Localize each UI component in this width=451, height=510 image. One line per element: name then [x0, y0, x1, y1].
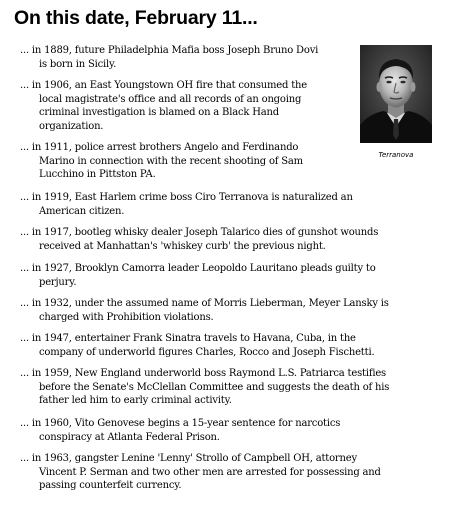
entry-line: charged with Prohibition violations. — [39, 311, 214, 323]
list-item — [20, 226, 378, 253]
entry-line: perjury. — [39, 276, 77, 288]
list-item — [20, 44, 318, 71]
entry-line: received at Manhattan's 'whiskey curb' the previous night. — [39, 240, 326, 252]
entry-line: American citizen. — [39, 205, 125, 217]
entry-line: before the Senate's McClellan Committee and suggests the death of his — [39, 381, 390, 393]
page-title: On this date, February 11... — [14, 7, 258, 29]
list-item — [20, 332, 374, 359]
entry-line: is born in Sicily. — [39, 58, 117, 70]
entry-line: ... in 1963, gangster Lenine 'Lenny' Strollo of Campbell OH, attorney — [20, 453, 357, 464]
entry-line: ... in 1911, police arrest brothers Angelo and Ferdinando — [20, 142, 299, 153]
entry-line: ... in 1960, Vito Genovese begins a 15-year sentence for narcotics — [20, 418, 341, 429]
entry-line: ... in 1919, East Harlem crime boss Ciro Terranova is naturalized an — [20, 192, 353, 203]
list-item — [20, 417, 340, 444]
entry-line: passing counterfeit currency. — [39, 480, 182, 491]
list-item — [20, 262, 376, 289]
entry-line: Marino in connection with the recent shooting of Sam — [39, 155, 303, 167]
portrait-figure — [360, 45, 432, 159]
list-item — [20, 452, 381, 493]
entry-line: ... in 1889, future Philadelphia Mafia boss Joseph Bruno Dovi — [20, 45, 319, 56]
entry-line: ... in 1947, entertainer Frank Sinatra travels to Havana, Cuba, in the — [20, 333, 356, 344]
list-item — [20, 367, 389, 408]
list-item — [20, 191, 353, 218]
list-item — [20, 141, 303, 182]
entry-line: Lucchino in Pittston PA. — [39, 169, 156, 180]
entry-line: ... in 1906, an East Youngstown OH fire that consumed the — [20, 80, 307, 91]
entry-line: ... in 1932, under the assumed name of Morris Lieberman, Meyer Lansky is — [20, 298, 389, 309]
entry-line: local magistrate's office and all records of an ongoing — [39, 93, 302, 105]
entry-line: father led him to early criminal activity. — [39, 395, 232, 406]
portrait-photo — [360, 45, 432, 143]
entry-line: organization. — [39, 120, 104, 132]
entry-line: Vincent P. Serman and two other men are arrested for possessing and — [39, 466, 381, 478]
entry-line: conspiracy at Atlanta Federal Prison. — [39, 431, 220, 443]
list-item — [20, 297, 389, 324]
entry-line: ... in 1917, bootleg whisky dealer Joseph Talarico dies of gunshot wounds — [20, 227, 379, 238]
portrait-caption: Terranova — [378, 151, 414, 159]
entry-line: criminal investigation is blamed on a Black Hand — [39, 107, 279, 118]
entry-line: company of underworld figures Charles, Rocco and Joseph Fischetti. — [39, 346, 375, 358]
entry-line: ... in 1927, Brooklyn Camorra leader Leopoldo Lauritano pleads guilty to — [20, 263, 376, 274]
list-item — [20, 79, 307, 133]
entry-line: ... in 1959, New England underworld boss Raymond L.S. Patriarca testifies — [20, 368, 386, 379]
